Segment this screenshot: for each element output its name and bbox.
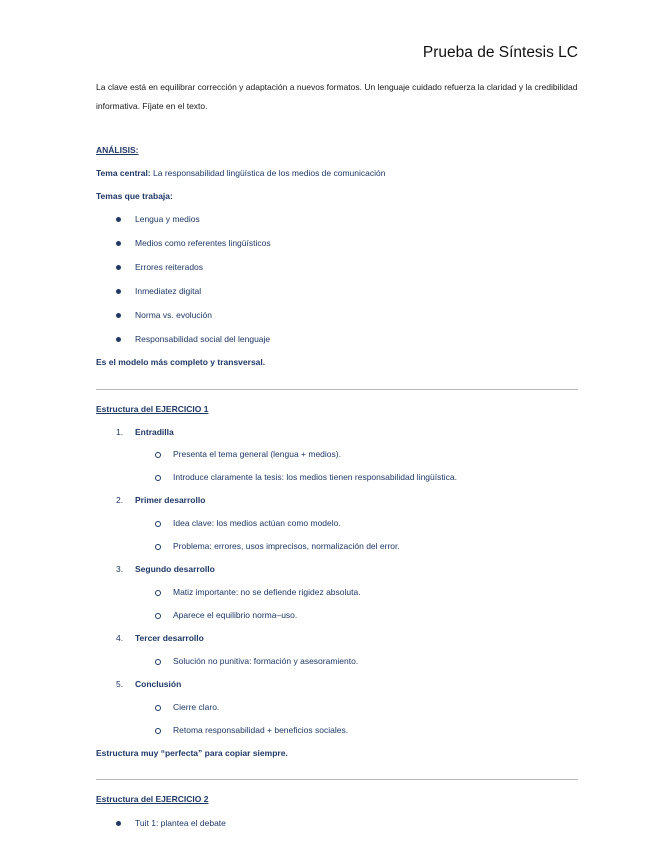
section-number: 1. bbox=[116, 427, 124, 437]
circle-bullet-icon bbox=[155, 544, 161, 550]
list-item: Lengua y medios bbox=[135, 214, 200, 224]
list-item: Presenta el tema general (lengua + medios). bbox=[173, 449, 341, 459]
analysis-conclusion: Es el modelo más completo y transversal. bbox=[96, 357, 266, 367]
list-item: Norma vs. evolución bbox=[135, 310, 213, 320]
list-item: Solución no punitiva: formación y asesoramiento. bbox=[173, 656, 359, 666]
section-title: Tercer desarrollo bbox=[135, 633, 204, 643]
divider bbox=[96, 389, 578, 390]
section-title: Primer desarrollo bbox=[135, 495, 206, 505]
list-item: Introduce claramente la tesis: los medios tienen responsabilidad lingüística. bbox=[173, 472, 457, 482]
tema-central-label: Tema central: bbox=[96, 168, 151, 178]
section-title: Segundo desarrollo bbox=[135, 564, 215, 574]
exercise1-heading: Estructura del EJERCICIO 1 bbox=[96, 404, 209, 414]
circle-bullet-icon bbox=[155, 613, 161, 619]
page-title: Prueba de Síntesis LC bbox=[422, 44, 578, 61]
bullet-icon bbox=[116, 337, 121, 342]
temas-label: Temas que trabaja: bbox=[96, 191, 173, 201]
list-item: Problema: errores, usos imprecisos, normalización del error. bbox=[173, 541, 400, 551]
analysis-heading: ANÁLISIS: bbox=[96, 145, 139, 155]
list-item: Responsabilidad social del lenguaje bbox=[135, 334, 271, 344]
circle-bullet-icon bbox=[155, 590, 161, 596]
section-number: 2. bbox=[116, 495, 124, 505]
bullet-icon bbox=[116, 289, 121, 294]
circle-bullet-icon bbox=[155, 659, 161, 665]
list-item: Idea clave: los medios actúan como modelo. bbox=[173, 518, 341, 528]
bullet-icon bbox=[116, 313, 121, 318]
list-item: Matiz importante: no se defiende rigidez absoluta. bbox=[173, 587, 361, 597]
circle-bullet-icon bbox=[155, 728, 161, 734]
list-item: Medios como referentes lingüísticos bbox=[135, 238, 271, 248]
circle-bullet-icon bbox=[155, 452, 161, 458]
list-item: Inmediatez digital bbox=[135, 286, 202, 296]
bullet-icon bbox=[116, 265, 121, 270]
list-item: Tuit 1: plantea el debate bbox=[135, 818, 226, 828]
bullet-icon bbox=[116, 217, 121, 222]
tema-central-value: La responsabilidad lingüística de los medios de comunicación bbox=[150, 168, 386, 178]
list-item: Retoma responsabilidad + beneficios sociales. bbox=[173, 725, 349, 735]
divider bbox=[96, 779, 578, 780]
list-item: Errores reiterados bbox=[135, 262, 204, 272]
section-number: 3. bbox=[116, 564, 124, 574]
section-number: 5. bbox=[116, 679, 124, 689]
exercise2-heading: Estructura del EJERCICIO 2 bbox=[96, 794, 209, 804]
exercise1-note: Estructura muy “perfecta” para copiar siempre. bbox=[96, 748, 288, 758]
section-title: Entradilla bbox=[135, 427, 174, 437]
circle-bullet-icon bbox=[155, 705, 161, 711]
intro-paragraph: La clave está en equilibrar corrección y adaptación a nuevos formatos. Un lenguaje cuidado refuerza la claridad y la credibilidad informativa. Fíjate en el texto. bbox=[96, 82, 578, 111]
bullet-icon bbox=[116, 241, 121, 246]
tema-central bbox=[96, 168, 385, 178]
section-number: 4. bbox=[116, 633, 124, 643]
bullet-icon bbox=[116, 821, 121, 826]
list-item: Cierre claro. bbox=[173, 702, 220, 712]
circle-bullet-icon bbox=[155, 521, 161, 527]
list-item: Aparece el equilibrio norma–uso. bbox=[173, 610, 298, 620]
circle-bullet-icon bbox=[155, 475, 161, 481]
section-title: Conclusión bbox=[135, 679, 182, 689]
